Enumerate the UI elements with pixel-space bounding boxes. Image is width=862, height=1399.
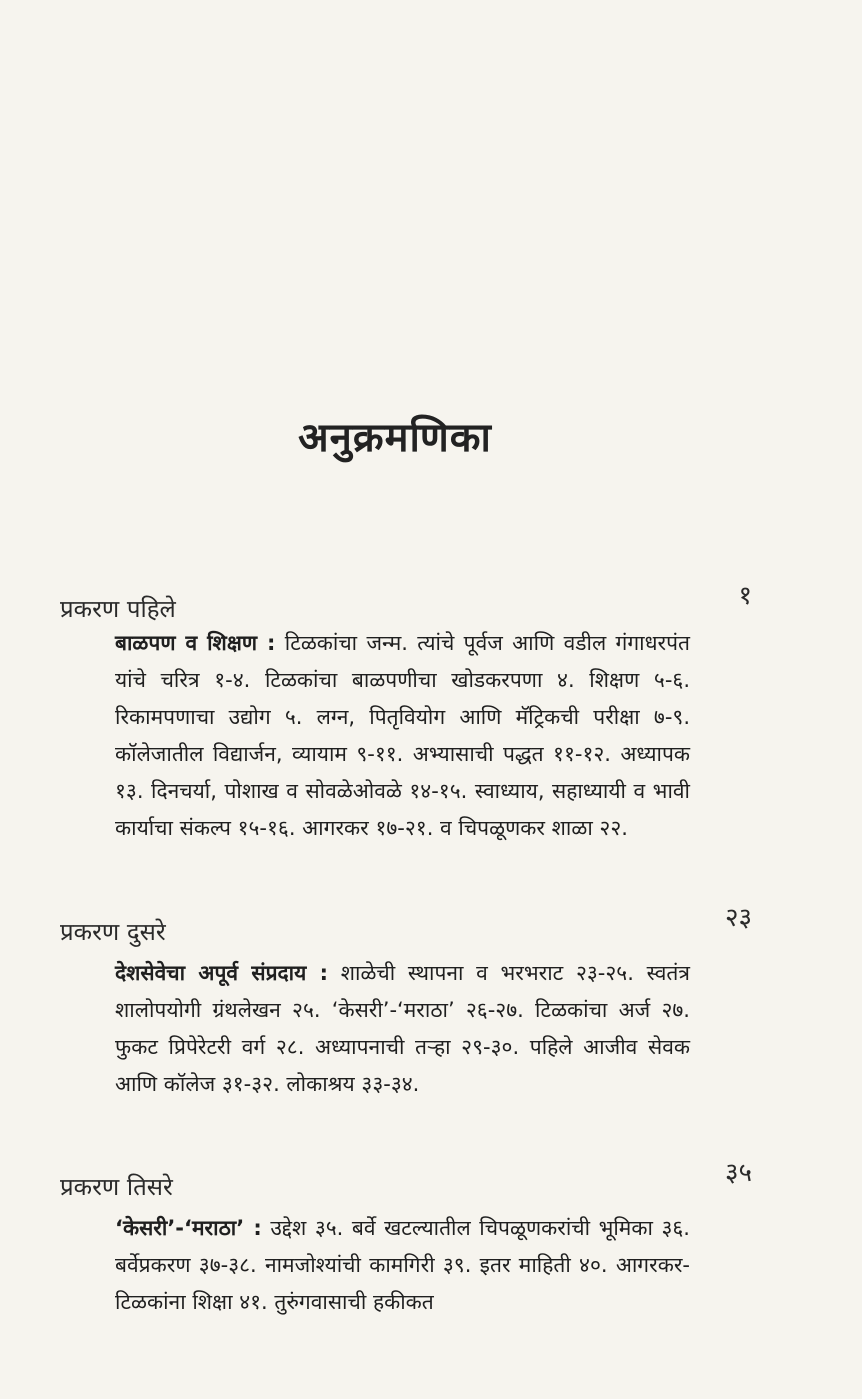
chapter-1-contents: टिळकांचा जन्म. त्यांचे पूर्वज आणि वडील गंगाधरपंत यांचे चरित्र १-४. टिळकांचा बाळपणीचा खोडकरपणा ४. शिक्षण ५-६. रिकामपणाचा उद्योग ५. लग्न, पितृवियोग आणि मॅट्रिकची परीक्षा ७-९. कॉलेजातील विद्यार्जन, व्यायाम ९-११. अभ्यासाची पद्धत ११-१२. अध्यापक १३. दिनचर्या, पोशाख व सोवळेओवळे १४-१५. स्वाध्याय, सहाध्यायी व भावी कार्याचा संकल्प १५-१६. आगरकर १७-२१. व चिपळूणकर शाळा २२. [115,631,691,840]
chapter-3-page-number: ३५ [724,1158,752,1188]
chapter-2-page-number: २३ [724,903,752,933]
chapter-3-heading: प्रकरण तिसरे [60,1173,173,1201]
chapter-2-summary [115,955,690,1103]
chapter-3-contents: उद्देश ३५. बर्वे खटल्यातील चिपळूणकरांची भूमिका ३६. बर्वेप्रकरण ३७-३८. नामजोश्यांची कामगिरी ३९. इतर माहिती ४०. आगरकर-टिळकांना शिक्षा ४१. तुरुंगवासाची हकीकत [115,1216,690,1314]
chapter-1-summary [115,625,690,847]
index-title: अनुक्रमणिका [298,415,492,461]
chapter-1-page-number: १ [738,581,752,611]
chapter-3-title: ‘केसरी’-‘मराठा’ : [115,1216,262,1240]
chapter-1-title: बाळपण व शिक्षण : [115,631,276,655]
chapter-3-summary [115,1210,690,1321]
chapter-2-contents: शाळेची स्थापना व भरभराट २३-२५. स्वतंत्र शालोपयोगी ग्रंथलेखन २५. ‘केसरी’-‘मराठा’ २६-२७. टिळकांचा अर्ज २७. फुकट प्रिपेरेटरी वर्ग २८. अध्यापनाची तऱ्हा २९-३०. पहिले आजीव सेवक आणि कॉलेज ३१-३२. लोकाश्रय ३३-३४. [115,961,690,1096]
chapter-2-heading: प्रकरण दुसरे [60,918,166,946]
chapter-1-heading: प्रकरण पहिले [60,595,176,623]
chapter-2-title: देशसेवेचा अपूर्व संप्रदाय : [115,961,329,985]
